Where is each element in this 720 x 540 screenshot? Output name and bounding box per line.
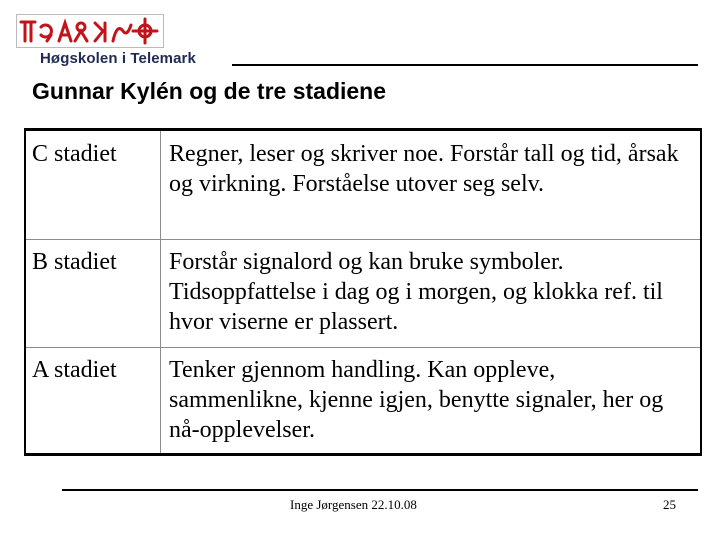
header-divider [232, 64, 698, 66]
footer-divider [62, 489, 698, 491]
stages-table [26, 131, 700, 453]
stage-label: A stadiet [32, 357, 117, 383]
stage-label: C stadiet [32, 141, 117, 167]
stage-label: B stadiet [32, 249, 117, 275]
table-row [26, 131, 700, 240]
footer-author-date: Inge Jørgensen 22.10.08 [290, 497, 417, 512]
page-number: 25 [663, 497, 676, 512]
table-row [26, 347, 700, 453]
slide-title: Gunnar Kylén og de tre stadiene [32, 78, 387, 104]
stage-description: Forstår signalord og kan bruke symboler. Tidsoppfattelse i dag og i morgen, og klokka ref. til hvor viserne er plassert. [169, 249, 663, 335]
logo-glyphs-icon [16, 14, 164, 48]
stage-description: Regner, leser og skriver noe. Forstår tall og tid, årsak og virkning. Forståelse utover seg selv. [169, 141, 679, 197]
school-logo [16, 14, 236, 66]
table-row [26, 239, 700, 348]
stage-description: Tenker gjennom handling. Kan oppleve, sammenlikne, kjenne igjen, benytte signaler, her og nå-opplevelser. [169, 357, 664, 443]
logo-school-name: Høgskolen i Telemark [40, 50, 196, 67]
